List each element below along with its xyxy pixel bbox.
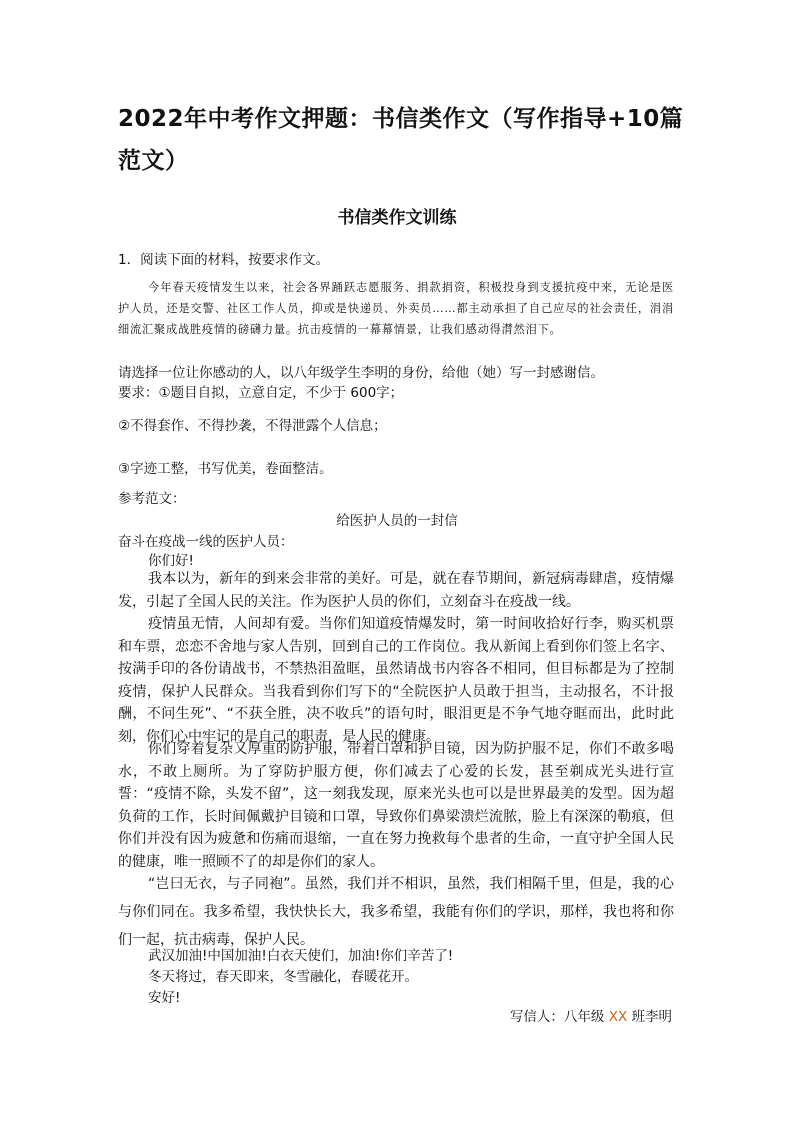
letter-salutation: 奋斗在疫战一线的医护人员： [118,534,294,550]
prompt-line: 请选择一位让你感动的人，以八年级学生李明的身份，给他（她）写一封感谢信。 [118,365,604,381]
reference-label: 参考范文： [118,491,186,507]
letter-paragraph-3: 你们穿着复杂又厚重的防护服，带着口罩和护目镜，因为防护服不足，你们不敢多喝水，不敢上厕所。为了穿防护服方便，你们减去了心爱的长发，甚至剃成光头进行宣誓：“疫情不除，头发不留”，这一刻我发现，原来光头也可以是世界最美的发型。因为超负荷的工作，长时间佩戴护目镜和口罩，导致你们鼻梁溃烂流脓，脸上有深深的勒痕，但你们并没有因为疲惫和伤痛而退缩，一直在努力挽救每个患者的生命，一直守护全国人民的健康，唯一照顾不了的却是你们的家人。 [118,741,674,870]
document-title: 2022年中考作文押题：书信类作文（写作指导+10篇范文） [118,106,684,174]
material-paragraph: 今年春天疫情发生以来，社会各界踊跃志愿服务、捐款捐资，积极投身到支援抗疫中来，无论是医护人员，还是交警、社区工作人员，抑或是快递员、外卖员……都主动承担了自己应尽的社会责任，涓涓细流汇聚成战胜疫情的磅礴力量。抗击疫情的一幕幕情景，让我们感动得潸然泪下。 [118,281,674,336]
letter-paragraph-6: 冬天将过，春天即来，冬雪融化，春暖花开。 [148,969,418,985]
letter-closing: 安好! [148,990,181,1006]
requirement-1: 要求：①题目自拟，立意自定，不少于 600字； [118,385,404,401]
letter-paragraph-1: 我本以为，新年的到来会非常的美好。可是，就在春节期间，新冠病毒肆虐，疫情爆发，引起了全国人民的关注。作为医护人员的你们，立刻奋斗在疫战一线。 [118,571,674,610]
signature-suffix: 班李明 [627,1009,672,1025]
signature-prefix: 写信人：八年级 [509,1009,609,1025]
requirement-2: ②不得套作、不得抄袭，不得泄露个人信息； [118,418,387,434]
section-subtitle: 书信类作文训练 [337,208,457,228]
letter-paragraph-5: 武汉加油!中国加油!白衣天使们，加油!你们辛苦了! [148,948,454,964]
requirement-3: ③字迹工整，书写优美，卷面整洁。 [118,461,333,477]
letter-greeting: 你们好! [148,553,194,569]
letter-signature [510,1005,672,1025]
letter-paragraph-2: 疫情虽无情，人间却有爱。当你们知道疫情爆发时，第一时间收拾好行李，购买机票和车票，恋恋不舍地与家人告别，回到自己的工作岗位。我从新闻上看到你们签上名字、按满手印的各份请战书，不禁热泪盈眶，虽然请战书内容各不相同，但目标都是为了控制疫情，保护人民群众。当我看到你们写下的“全院医护人员敢于担当，主动报名，不计报酬，不问生死”、“不获全胜，决不收兵”的语句时，眼泪更是不争气地夺眶而出，此时此刻，你们心中牢记的是自己的职责，是人民的健康。 [118,616,674,745]
letter-title: 给医护人员的一封信 [336,513,458,529]
question-line: 1．阅读下面的材料，按要求作文。 [118,252,330,268]
signature-class-placeholder: XX [608,1009,628,1025]
letter-paragraph-4: “岂曰无衣，与子同袍”。虽然，我们并不相识，虽然，我们相隔千里，但是，我的心与你们同在。我多希望，我快快长大，我多希望，我能有你们的学识，那样，我也将和你们一起，抗击病毒，保护人民。 [118,876,674,948]
